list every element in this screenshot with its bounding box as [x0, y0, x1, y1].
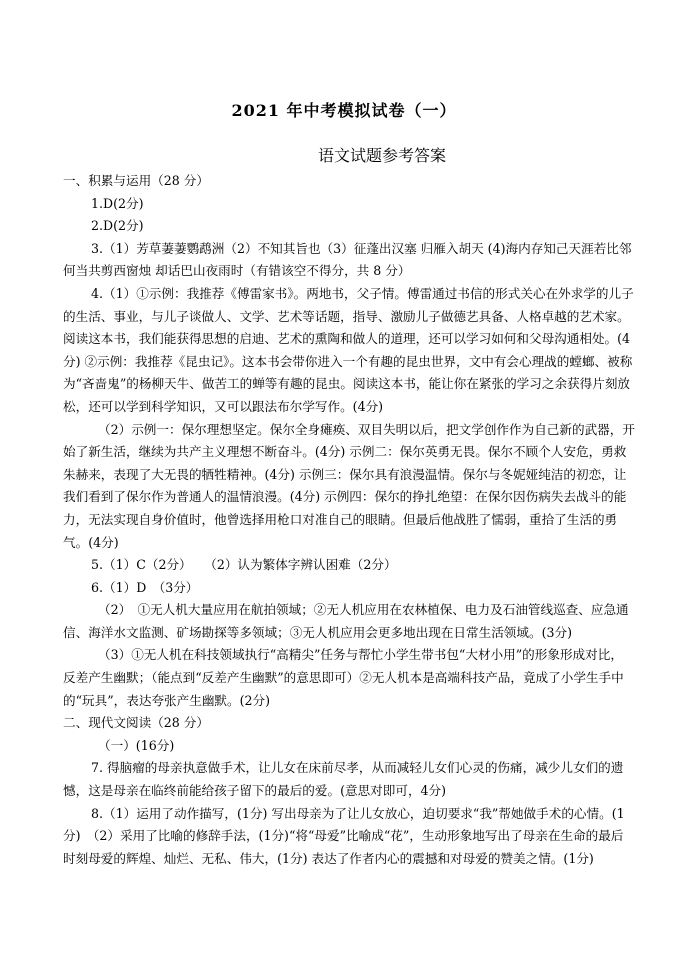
document-subtitle: 语文试题参考答案	[318, 146, 447, 165]
answer-1: 1.D(2分)	[91, 195, 144, 211]
answer-content	[63, 170, 635, 870]
section-heading-2: 二、现代文阅读（28 分）	[63, 715, 209, 731]
answer-3: 3.（1）芳草萋萋鹦鹉洲（2）不知其旨也（3）征蓬出汉塞 归雁入胡天 (4)海内存知己天涯若比邻 何当共剪西窗烛 却话巴山夜雨时（有错该空不得分，共 8 分）	[63, 240, 636, 279]
answer-4-1: 4.（1）①示例：我推荐《傅雷家书》。两地书，父子情。傅雷通过书信的形式关心在外求学的儿子的生活、事业，与儿子谈做人、文学、艺术等话题，指导、激励儿子做德艺具备、人格卓越的艺术家。阅读这本书，我们能获得思想的启迪、艺术的熏陶和做人的道理，还可以学习如何和父母沟通相处。(4分) ②示例：我推荐《昆虫记》。这本书会带你进入一个有趣的昆虫世界，文中有会心理战的螳螂、被称为“吝啬鬼”的杨柳天牛、做苦工的蝉等有趣的昆虫。阅读这本书，能让你在紧张的学习之余获得片刻放松，还可以学到科学知识，又可以跟法布尔学写作。(4分)	[63, 285, 634, 414]
answer-5: 5.（1）C（2分） （2）认为繁体字辨认困难（2分）	[91, 557, 397, 573]
answer-7: 7. 得脑瘤的母亲执意做手术，让儿女在床前尽孝，从而减轻儿女们心灵的伤痛，减少儿女们的遗憾，这是母亲在临终前能给孩子留下的最后的爱。(意思对即可，4分)	[63, 760, 624, 799]
answer-4-2: （2）示例一：保尔理想坚定。保尔全身瘫痪、双目失明以后，把文学创作作为自己新的武器，开始了新生活，继续为共产主义理想不断奋斗。(4分) 示例二：保尔英勇无畏。保尔不顾个人安危，勇救朱赫来，表现了大无畏的牺牲精神。(4分) 示例三：保尔具有浪漫温情。保尔与冬妮娅纯洁的初恋，让我们看到了保尔作为普通人的温情浪漫。(4分) 示例四：保尔的挣扎绝望：在保尔因伤病失去战斗的能力，无法实现自身价值时，他曾选择用枪口对准自己的眼睛。但最后他战胜了懦弱，重拾了生活的勇气。(4分)	[63, 421, 635, 550]
answer-6-1: 6.（1）D （3分）	[91, 579, 199, 595]
answer-6-2: （2） ①无人机大量应用在航拍领域；②无人机应用在农林植保、电力及石油管线巡查、应急通信、海洋水文监测、矿场勘探等多领域；③无人机应用会更多地出现在日常生活领域。(3分)	[63, 602, 629, 640]
section-heading-1: 一、积累与运用（28 分）	[63, 173, 209, 188]
document-title: 2021 年中考模拟试卷（一）	[231, 101, 457, 120]
subsection-1: （一）(16分)	[98, 737, 175, 753]
answer-2: 2.D(2分)	[91, 218, 144, 234]
answer-6-3: （3）①无人机在科技领域执行“高精尖”任务与帮忙小学生带书包“大材小用”的形象形成对比，反差产生幽默；（能点到“反差产生幽默”的意思即可）②无人机本是高端科技产品，竟成了小学生手中的“玩具”，表达夸张产生幽默。(2分)	[63, 647, 624, 708]
answer-8: 8.（1）运用了动作描写，(1分) 写出母亲为了让儿女放心，迫切要求“我”帮她做手术的心情。(1分) （2）采用了比喻的修辞手法，(1分)“将“母爱”比喻成“花”，生动形象地写出了母亲在生命的最后时刻母爱的辉煌、灿烂、无私、伟大，(1分) 表达了作者内心的震撼和对母爱的赞美之情。(1分)	[63, 805, 625, 866]
